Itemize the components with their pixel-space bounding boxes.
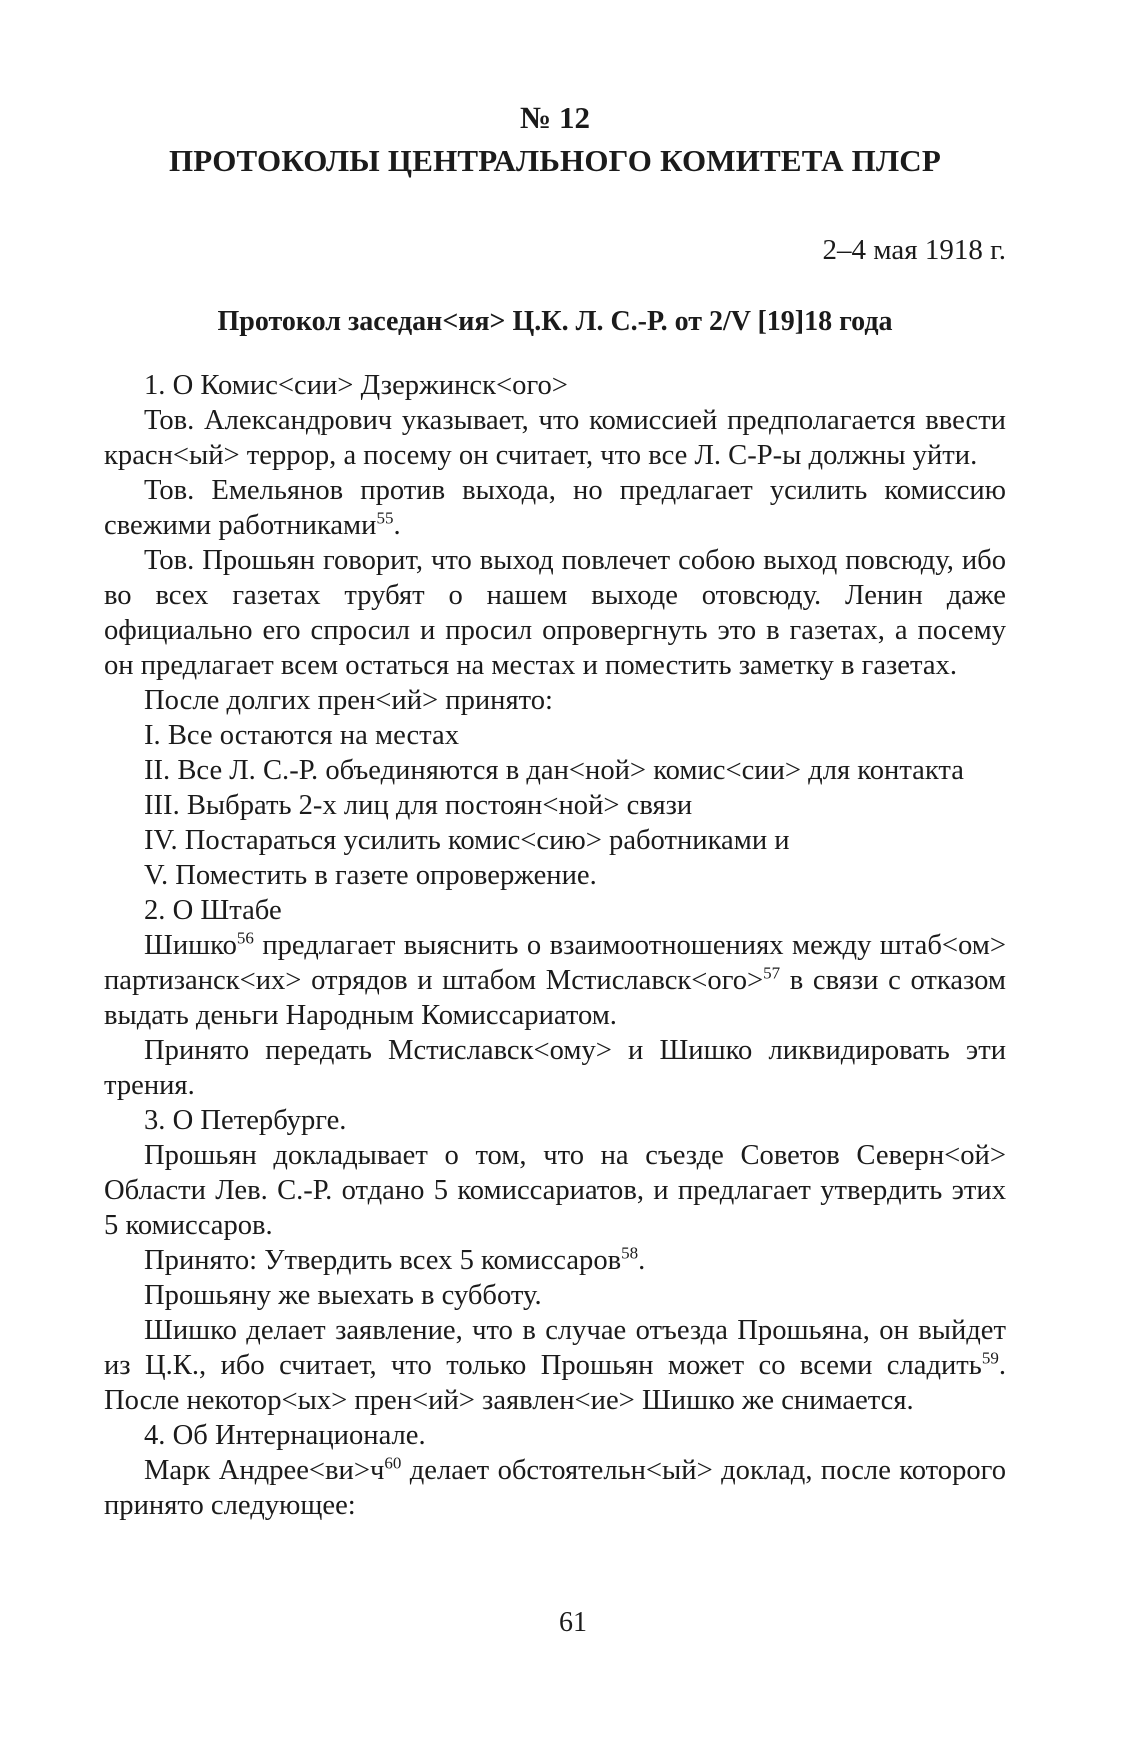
paragraph-text: Тов. Емельянов против выхода, но предлагает усилить комиссию свежими работниками: [104, 475, 1006, 541]
protocol-heading: Протокол заседан<ия> Ц.К. Л. С.-Р. от 2/V [19]18 года: [217, 306, 893, 337]
resolution-item: II. Все Л. С.-Р. объединяются в дан<ной> комис<сии> для контакта: [144, 755, 964, 786]
paragraph-text: .: [393, 510, 401, 541]
page-number: 61: [559, 1607, 587, 1638]
paragraph-text: Принято: Утвердить всех 5 комиссаров: [144, 1245, 622, 1276]
paragraph: [104, 928, 1006, 1033]
paragraph-text: . После некотор<ых> прен<ий> заявлен<ие> Шишко же снимается.: [104, 1350, 1006, 1416]
paragraph: Прошьян докладывает о том, что на съезде Советов Северн<ой> Области Лев. С.-Р. отдано 5 комиссариатов, и предлагает утвердить этих 5 комиссаров.: [104, 1140, 1006, 1241]
paragraph-text: .: [638, 1245, 646, 1276]
section-heading-international: 4. Об Интернационале.: [144, 1420, 426, 1451]
section-heading-staff: 2. О Штабе: [144, 895, 282, 926]
footnote-ref[interactable]: 58: [621, 1243, 639, 1263]
paragraph: [104, 1453, 1006, 1523]
footnote-ref[interactable]: 57: [763, 963, 781, 983]
paragraph-text: Марк Андрее<ви>ч: [144, 1455, 385, 1486]
paragraph-text: Шишко делает заявление, что в случае отъезда Прошьяна, он выйдет из Ц.К., ибо считает, что только Прошьян может со всеми сладить: [104, 1315, 1006, 1381]
section-heading-commission: 1. О Комис<сии> Дзержинск<ого>: [144, 370, 568, 401]
paragraph: Прошьяну же выехать в субботу.: [144, 1280, 542, 1311]
paragraph: [104, 1243, 1006, 1278]
document-page: [104, 100, 1006, 1523]
paragraph: Тов. Прошьян говорит, что выход повлечет собою выход повсюду, ибо во всех газетах трубят о нашем выходе отовсюду. Ленин даже официально его спросил и просил опровергнуть это в газетах, а посему он предлагает всем остаться на местах и поместить заметку в газетах.: [104, 545, 1006, 681]
resolution-item: I. Все остаются на местах: [144, 720, 459, 751]
document-body: [104, 368, 1006, 1523]
paragraph: [104, 1313, 1006, 1418]
resolution-item: IV. Постараться усилить комис<сию> работниками и: [144, 825, 790, 856]
document-number: № 12: [520, 100, 590, 135]
paragraph: Принято передать Мстиславск<ому> и Шишко ликвидировать эти трения.: [104, 1035, 1006, 1101]
resolution-item: III. Выбрать 2-х лиц для постоян<ной> связи: [144, 790, 693, 821]
footnote-ref[interactable]: 60: [384, 1453, 402, 1473]
paragraph: [104, 473, 1006, 543]
paragraph: После долгих прен<ий> принято:: [144, 685, 553, 716]
document-date: 2–4 мая 1918 г.: [822, 234, 1006, 266]
footnote-ref[interactable]: 56: [236, 928, 254, 948]
paragraph-text: Шишко: [144, 930, 237, 961]
document-title: ПРОТОКОЛЫ ЦЕНТРАЛЬНОГО КОМИТЕТА ПЛСР: [168, 143, 942, 178]
resolution-item: V. Поместить в газете опровержение.: [144, 860, 597, 891]
footnote-ref[interactable]: 55: [376, 508, 394, 528]
paragraph-text: в связи с отказом выдать деньги Народным Комиссариатом.: [104, 965, 1006, 1031]
section-heading-petersburg: 3. О Петербурге.: [144, 1105, 347, 1136]
paragraph-text: предлагает выяснить о взаимоотношениях между штаб<ом> партизанск<их> отрядов и штабом Мстиславск<ого>: [104, 930, 1006, 996]
paragraph-text: делает обстоятельн<ый> доклад, после которого принято следующее:: [104, 1455, 1006, 1521]
paragraph: Тов. Александрович указывает, что комиссией предполагается ввести красн<ый> террор, а посему он считает, что все Л. С-Р-ы должны уйти.: [104, 405, 1006, 471]
footnote-ref[interactable]: 59: [981, 1348, 999, 1368]
